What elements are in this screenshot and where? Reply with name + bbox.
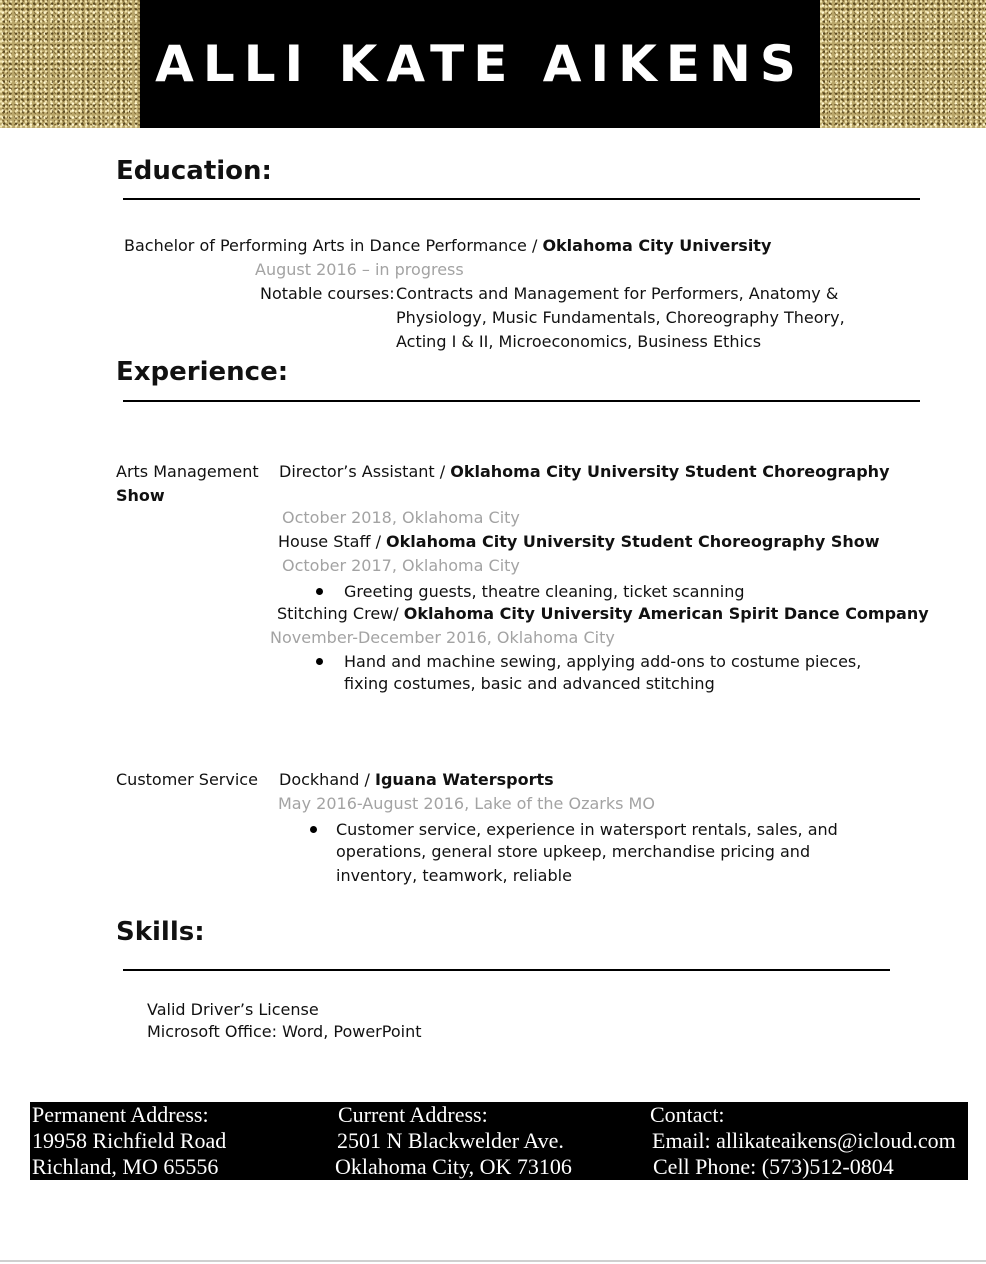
job-title-line: [277, 603, 929, 625]
job-duty: operations, general store upkeep, merchandise pricing and: [336, 842, 811, 861]
education-dates: August 2016 – in progress: [255, 260, 464, 279]
job-organization: Iguana Watersports: [374, 770, 554, 789]
job-organization: Oklahoma City University American Spirit Dance Company: [403, 604, 929, 623]
degree-line: [124, 235, 771, 257]
permanent-address-label: Permanent Address:: [32, 1102, 209, 1127]
job-title-wrap: Show: [116, 486, 165, 505]
bullet-point: [316, 658, 323, 665]
job-duty: Customer service, experience in watersport rentals, sales, and: [336, 820, 838, 839]
degree-name: Bachelor of Performing Arts in Dance Performance /: [124, 236, 543, 255]
name-banner: [140, 0, 820, 128]
job-title-line: [279, 769, 554, 791]
glitter-decoration-right: [820, 0, 986, 128]
job-role: Director’s Assistant /: [279, 462, 451, 481]
job-organization: Oklahoma City University Student Choreography Show: [386, 532, 880, 551]
contact-email: Email: allikateaikens@icloud.com: [652, 1128, 956, 1153]
current-address-line: Oklahoma City, OK 73106: [335, 1154, 572, 1179]
education-heading: Education:: [116, 156, 272, 186]
contact-label: Contact:: [650, 1102, 725, 1127]
job-role: Stitching Crew/: [277, 604, 404, 623]
job-duty: fixing costumes, basic and advanced stitching: [344, 674, 715, 693]
job-organization: Oklahoma City University Student Choreography: [450, 462, 890, 481]
job-duty: Hand and machine sewing, applying add-ons to costume pieces,: [344, 652, 862, 671]
arts-category-label: Arts Management: [116, 462, 259, 481]
current-address-line: 2501 N Blackwelder Ave.: [337, 1128, 564, 1153]
job-title-line: [278, 531, 880, 553]
job-role: House Staff /: [278, 532, 387, 551]
glitter-decoration-left: [0, 0, 140, 128]
courses-label: Notable courses:: [260, 284, 395, 303]
job-dates: May 2016-August 2016, Lake of the Ozarks MO: [278, 794, 655, 813]
bullet-point: [310, 826, 317, 833]
skills-rule: [123, 969, 890, 971]
courses-line: Physiology, Music Fundamentals, Choreography Theory,: [396, 308, 845, 327]
skills-heading: Skills:: [116, 917, 205, 947]
experience-rule: [123, 400, 920, 402]
contact-phone: Cell Phone: (573)512-0804: [653, 1154, 894, 1179]
job-dates: October 2017, Oklahoma City: [282, 556, 520, 575]
courses-line: Acting I & II, Microeconomics, Business Ethics: [396, 332, 762, 351]
job-duty: inventory, teamwork, reliable: [336, 866, 572, 885]
job-title-line: [279, 461, 890, 483]
job-dates: October 2018, Oklahoma City: [282, 508, 520, 527]
education-rule: [123, 198, 920, 200]
page-bottom-border: [0, 1260, 986, 1262]
skill-item: Valid Driver’s License: [147, 1000, 319, 1019]
current-address-label: Current Address:: [338, 1102, 488, 1127]
permanent-address-line: 19958 Richfield Road: [32, 1128, 227, 1153]
job-duty: Greeting guests, theatre cleaning, ticket scanning: [344, 582, 745, 601]
customer-category-label: Customer Service: [116, 770, 258, 789]
permanent-address-line: Richland, MO 65556: [32, 1154, 219, 1179]
contact-footer: [30, 1102, 968, 1180]
school-name: Oklahoma City University: [542, 236, 772, 255]
courses-line: Contracts and Management for Performers, Anatomy &: [396, 284, 839, 303]
experience-heading: Experience:: [116, 357, 289, 387]
job-dates: November-December 2016, Oklahoma City: [270, 628, 615, 647]
job-role: Dockhand /: [279, 770, 375, 789]
candidate-name: ALLI KATE AIKENS: [155, 35, 805, 93]
bullet-point: [316, 588, 323, 595]
skill-item: Microsoft Office: Word, PowerPoint: [147, 1022, 422, 1041]
